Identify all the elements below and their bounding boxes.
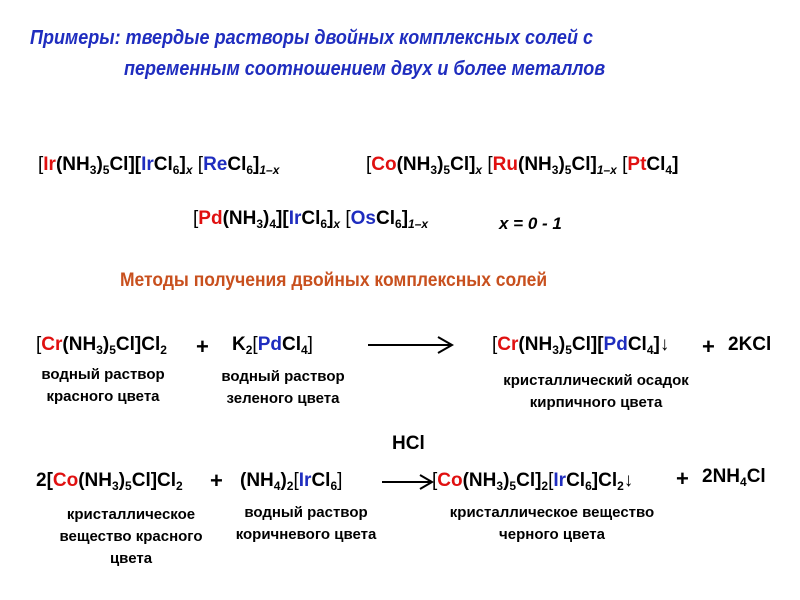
r1-plus-2: + <box>702 334 715 359</box>
r1-plus-1: + <box>196 334 209 359</box>
r2-arrow <box>380 472 436 492</box>
r2-reactant-1: $2[Co(NH_3)_5Cl]Cl_2$ <box>36 470 183 493</box>
r2-plus-1: + <box>210 468 223 493</box>
r1-reactant-2: $K_2[PdCl_4]$ <box>232 334 313 357</box>
formula-pd-ir-os: $[Pd(NH_3)_4][IrCl_6]_x$ $[OsCl_6]_{1-x}$ <box>193 208 429 231</box>
r1-product: $[Cr(NH_3)_5Cl][PdCl_4]↓$ <box>492 334 670 357</box>
r2-caption-2: водный раствор коричневого цвета <box>235 504 377 543</box>
r2-condition: HCl <box>392 433 425 454</box>
title-line-2: переменным соотношением двух и более металлов <box>124 58 606 80</box>
methods-heading: Методы получения двойных комплексных солей <box>120 270 548 291</box>
r1-arrow <box>366 334 456 356</box>
title-line-1: Примеры: твердые растворы двойных комплексных солей с <box>30 27 593 49</box>
r1-byproduct: 2KCl <box>728 334 772 355</box>
r1-caption-3: кристаллический осадок кирпичного цвета <box>503 372 689 411</box>
r1-caption-2: водный раствор зеленого цвета <box>221 368 345 407</box>
formula-ir-re: $[Ir(NH_3)_5Cl][IrCl_6]_x$ $[ReCl_6]_{1-x}$ <box>38 154 280 177</box>
r2-product: $[Co(NH_3)_5Cl]_2[IrCl_6]Cl_2↓$ <box>432 470 634 493</box>
r2-plus-2: + <box>676 466 689 491</box>
x-range-note: x = 0 - 1 <box>499 214 562 233</box>
r2-reactant-2: $(NH_4)_2[IrCl_6]$ <box>240 470 343 493</box>
r2-caption-3: кристаллическое вещество черного цвета <box>449 504 655 543</box>
r1-reactant-1: $[Cr(NH_3)_5Cl]Cl_2$ <box>36 334 167 357</box>
r2-byproduct: $2NH_4Cl$ <box>702 466 766 489</box>
r1-caption-1: водный раствор красного цвета <box>41 366 165 405</box>
r2-caption-1: кристаллическое вещество красного цвета <box>59 506 203 567</box>
formula-co-ru-pt: $[Co(NH_3)_5Cl]_x$ $[Ru(NH_3)_5Cl]_{1-x}$ [PtCl$_4$] <box>366 154 679 177</box>
